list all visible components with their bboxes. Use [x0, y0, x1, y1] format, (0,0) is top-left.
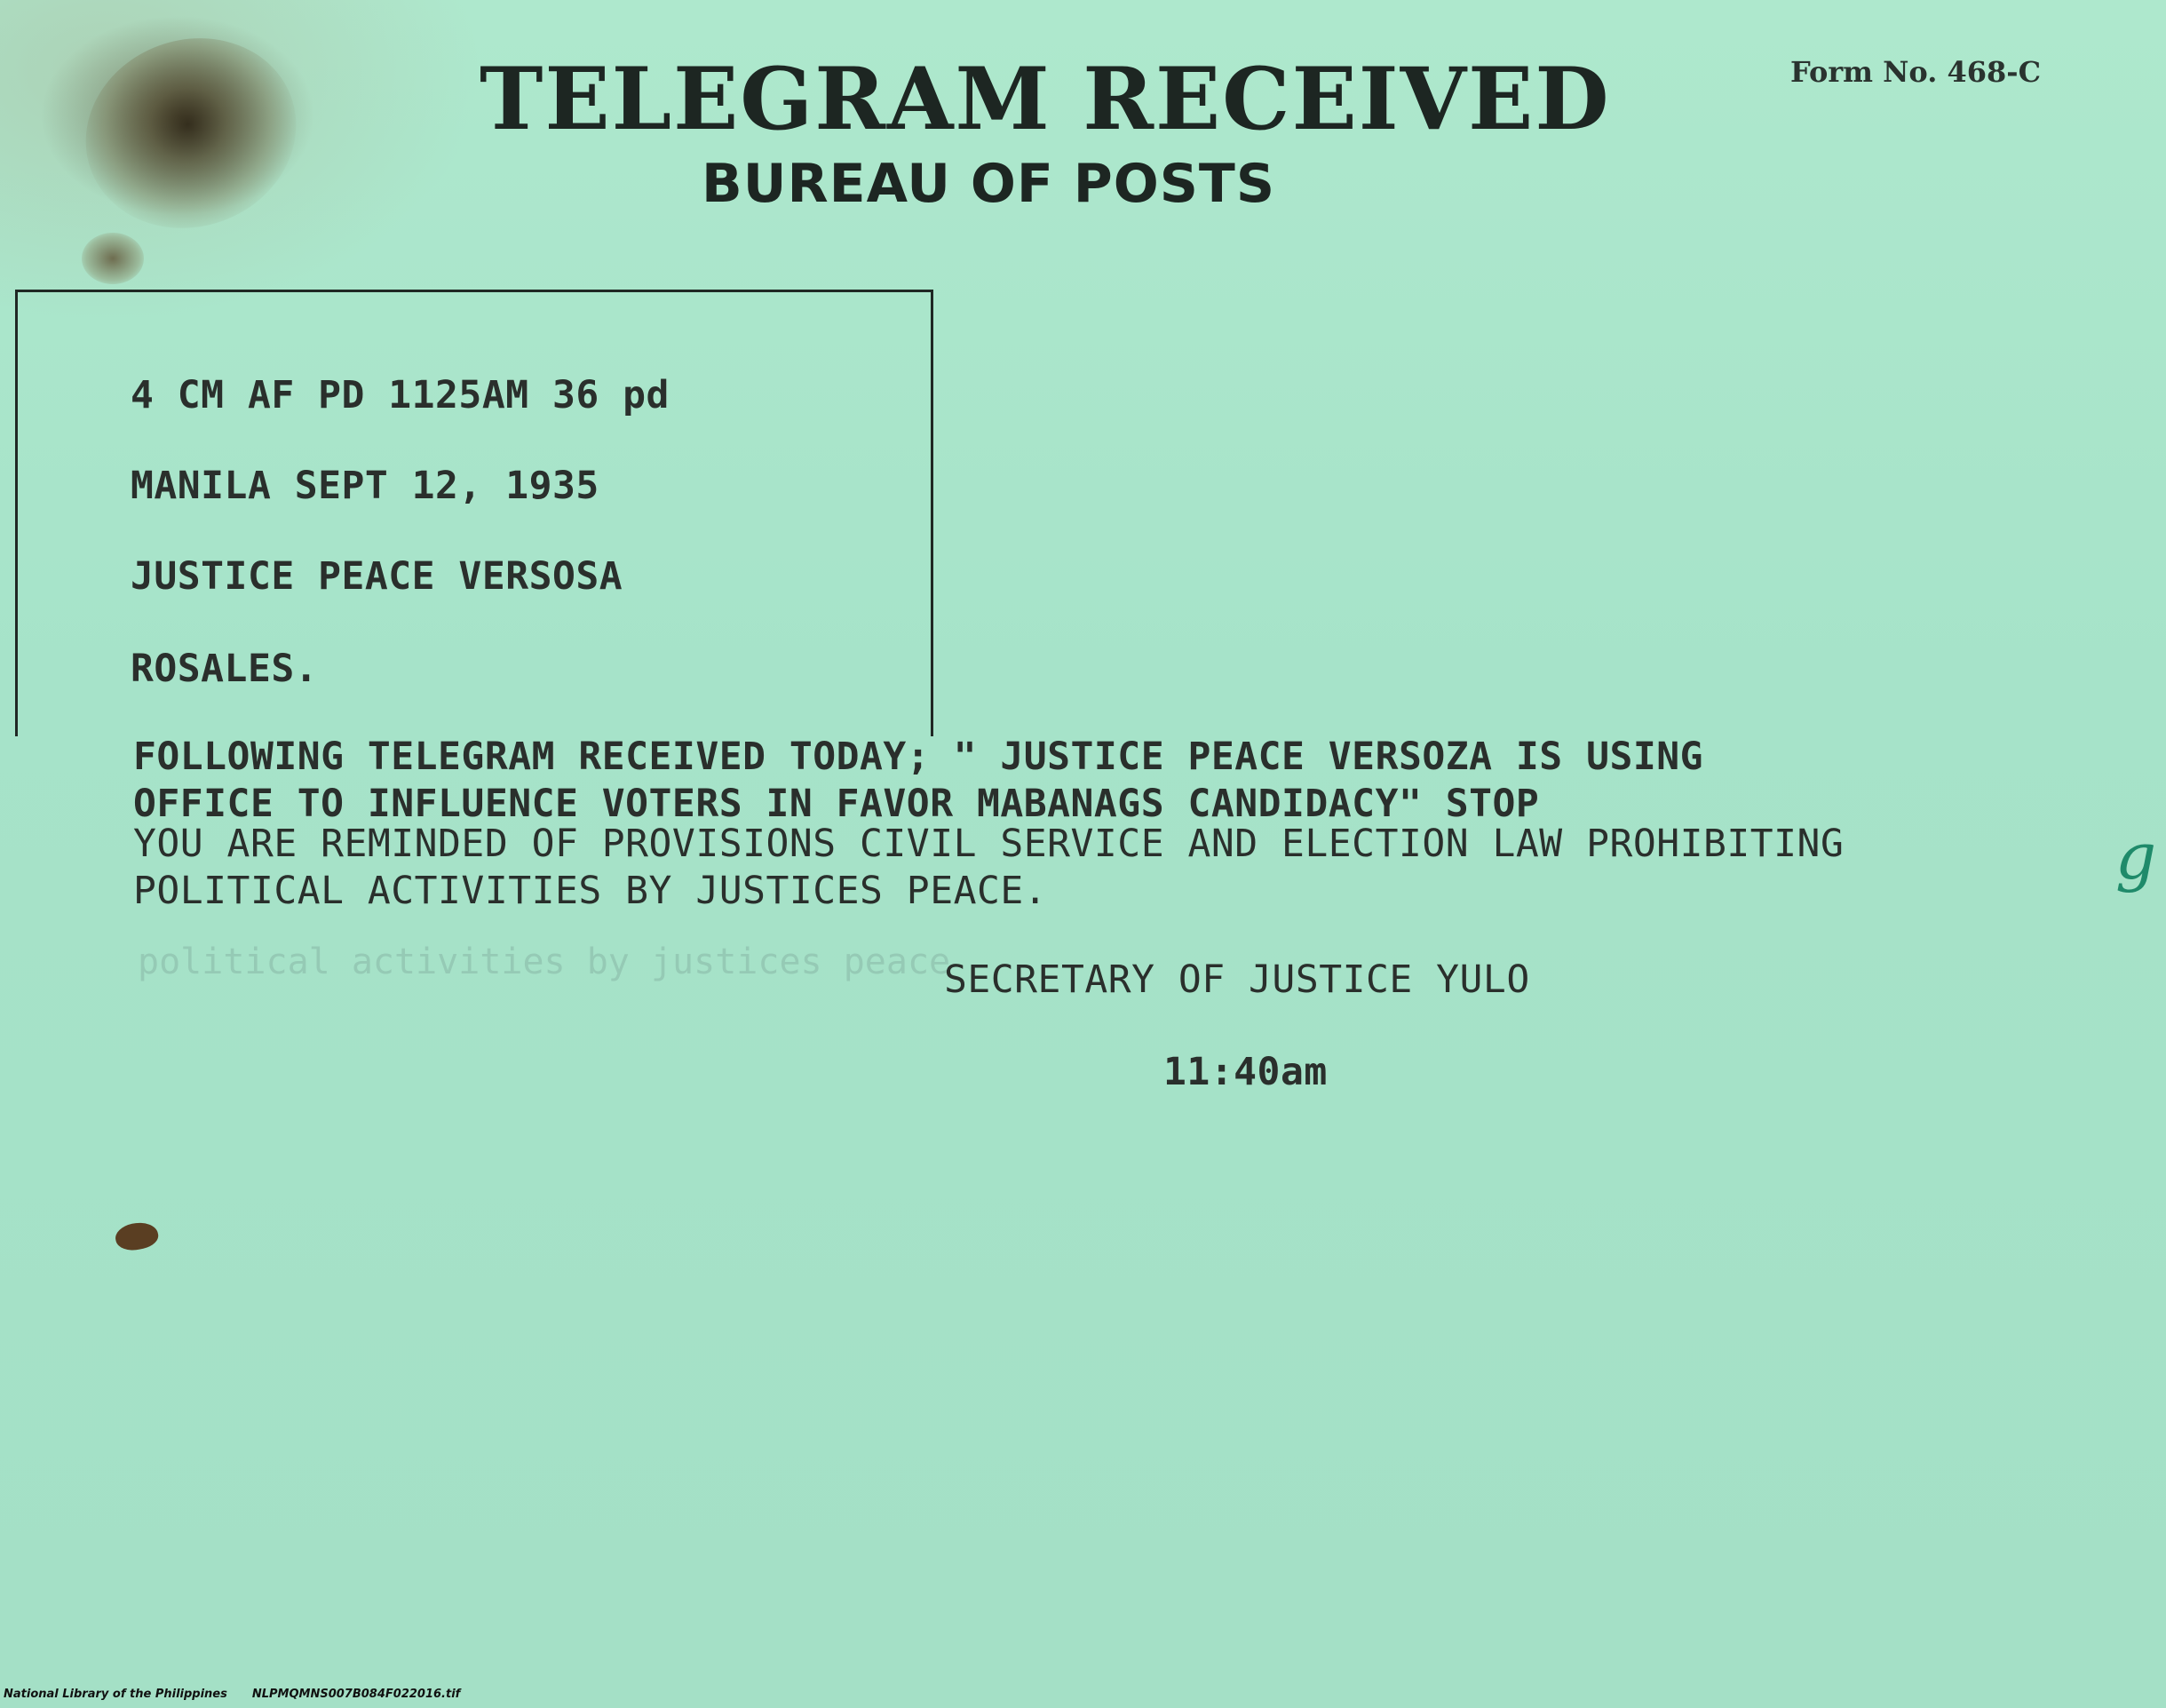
handwritten-initial: g [2115, 819, 2157, 894]
carbon-ghost-text: political activities by justices peace [138, 941, 951, 982]
file-name: NLPMQMNS007B084F022016.tif [251, 1688, 461, 1701]
ink-stain [113, 1219, 160, 1253]
burn-spot [82, 233, 144, 284]
message-line-1: FOLLOWING TELEGRAM RECEIVED TODAY; " JUSTICE PEACE VERSOZA IS USING [133, 735, 1704, 779]
place-date-line: MANILA SEPT 12, 1935 [131, 464, 599, 508]
time-received: 11:40am [1163, 1050, 1328, 1094]
addressee-line: JUSTICE PEACE VERSOSA [131, 554, 623, 599]
library-credit: National Library of the Philippines [4, 1688, 227, 1701]
form-title: TELEGRAM RECEIVED [480, 49, 1611, 149]
form-number: Form No. 468-C [1790, 55, 2042, 89]
routing-line: 4 CM AF PD 1125AM 36 pd [131, 373, 670, 417]
sender-signature: SECRETARY OF JUSTICE YULO [944, 957, 1530, 1002]
message-line-2: OFFICE TO INFLUENCE VOTERS IN FAVOR MABANAGS CANDIDACY" STOP [133, 782, 1540, 826]
archive-footer [4, 1688, 460, 1701]
form-subtitle: BUREAU OF POSTS [702, 153, 1276, 215]
message-line-4: POLITICAL ACTIVITIES BY JUSTICES PEACE. [133, 869, 1048, 913]
message-line-3: YOU ARE REMINDED OF PROVISIONS CIVIL SERVICE AND ELECTION LAW PROHIBITING [133, 822, 1845, 866]
burn-mark [59, 9, 322, 257]
location-line: ROSALES. [131, 647, 319, 691]
